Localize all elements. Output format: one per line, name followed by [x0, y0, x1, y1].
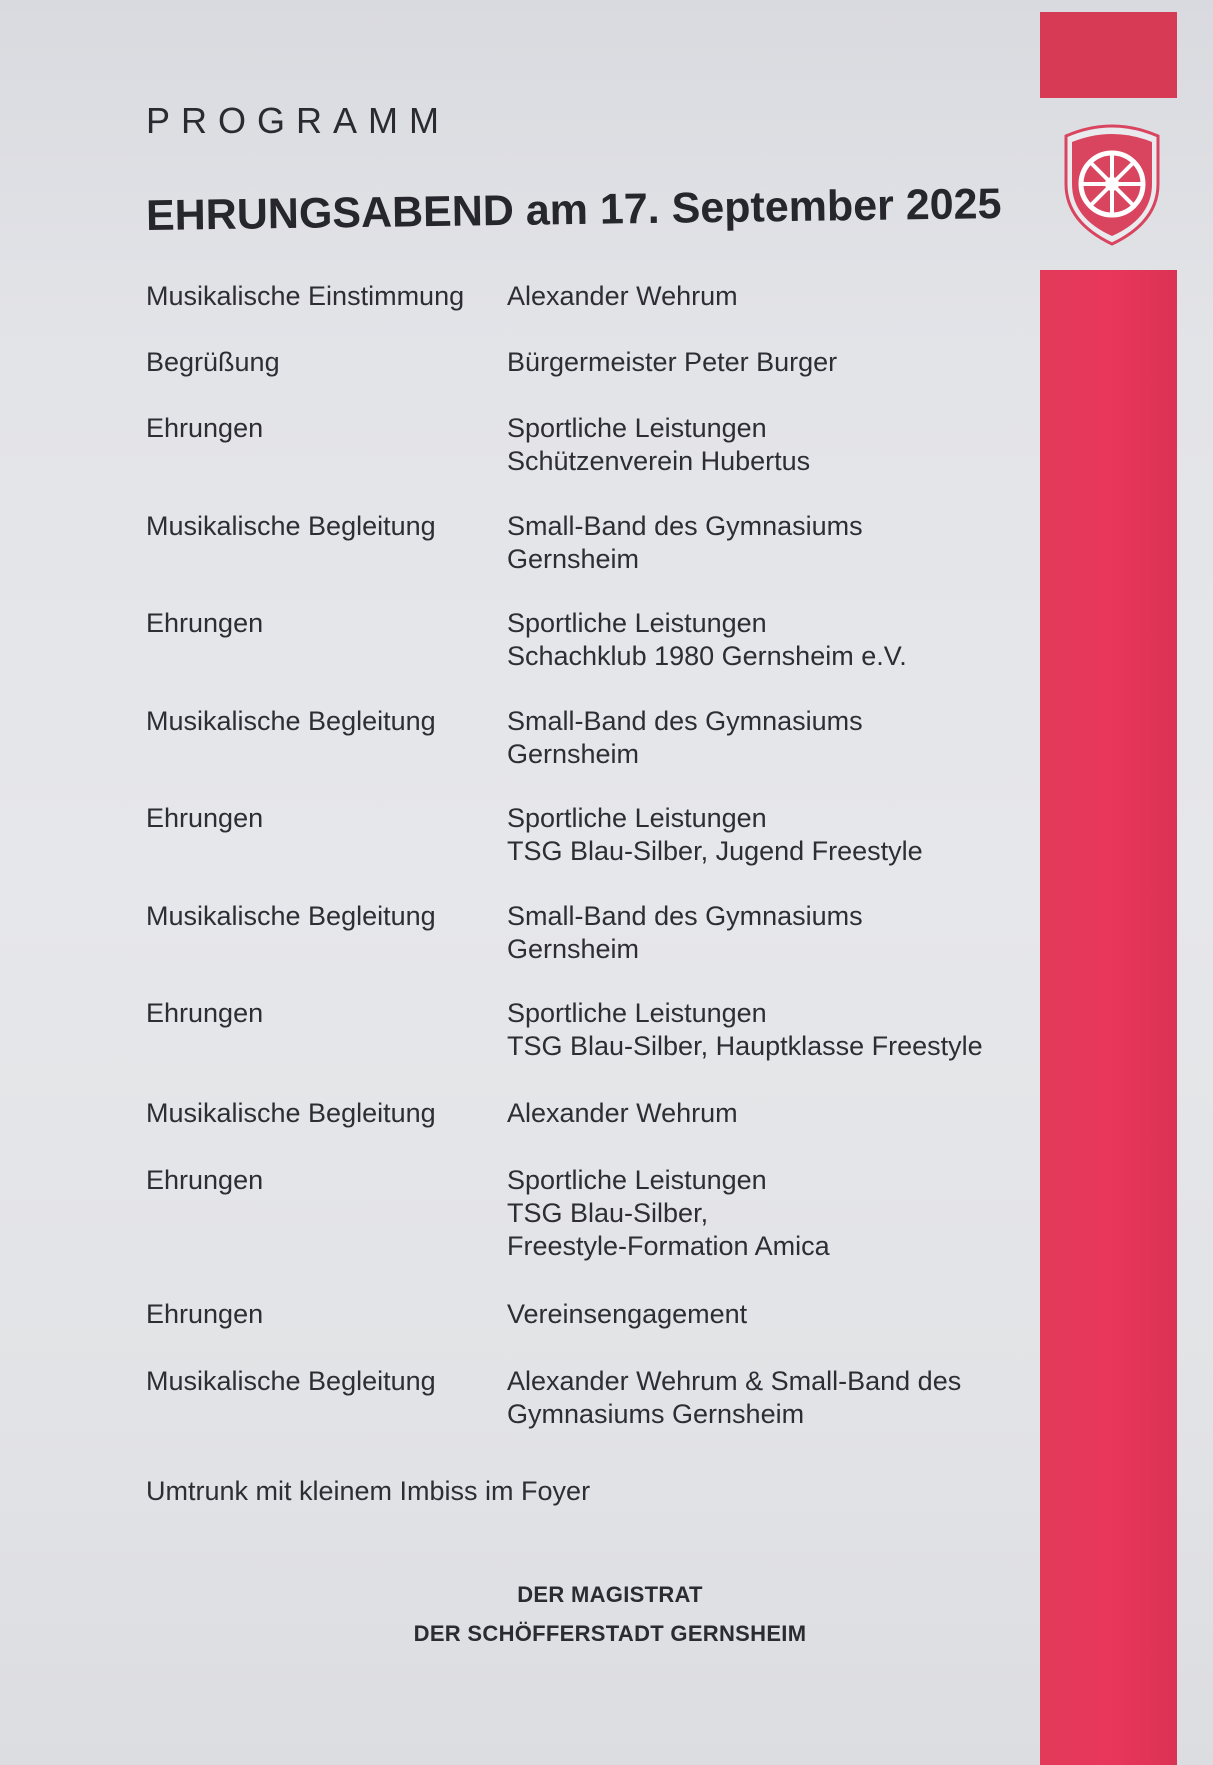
program-item-label: Musikalische Begleitung [146, 901, 436, 931]
program-item-label: Musikalische Begleitung [146, 511, 436, 541]
program-item-line: Bürgermeister Peter Burger [507, 347, 838, 377]
program-item-line: Gernsheim [507, 544, 640, 574]
program-item-label: Begrüßung [146, 347, 280, 377]
program-item-detail [507, 997, 1037, 1063]
page-title: EHRUNGSABEND am 17. September 2025 [145, 180, 1002, 240]
program-item-line: Gymnasiums Gernsheim [507, 1399, 805, 1429]
program-item-label: Ehrungen [146, 608, 264, 638]
program-item-line: Small-Band des Gymnasiums [507, 706, 863, 736]
closing-note: Umtrunk mit kleinem Imbiss im Foyer [146, 1476, 591, 1506]
program-item-line: Sportliche Leistungen [507, 413, 767, 443]
program-item-line: Freestyle-Formation Amica [507, 1231, 830, 1261]
program-item-line: Sportliche Leistungen [507, 1165, 767, 1195]
program-item-line: Alexander Wehrum [507, 1098, 738, 1128]
program-item-line: TSG Blau-Silber, Jugend Freestyle [507, 836, 923, 866]
program-item-detail [507, 900, 1037, 966]
program-item-line: Sportliche Leistungen [507, 803, 767, 833]
red-corner-block [1040, 12, 1177, 98]
program-item-detail [507, 1365, 1037, 1431]
program-item-detail [507, 346, 1037, 379]
program-item-line: Small-Band des Gymnasiums [507, 511, 863, 541]
program-item-detail [507, 280, 1037, 313]
signature-line-2: DER SCHÖFFERSTADT GERNSHEIM [413, 1621, 807, 1646]
program-item-line: Alexander Wehrum & Small-Band des [507, 1366, 962, 1396]
program-item-label: Musikalische Begleitung [146, 1098, 436, 1128]
signature-line-1: DER MAGISTRAT [517, 1582, 703, 1607]
red-side-stripe [1040, 270, 1177, 1765]
program-item-label: Ehrungen [146, 998, 264, 1028]
program-item-line: TSG Blau-Silber, Hauptklasse Freestyle [507, 1031, 983, 1061]
program-item-detail [507, 1097, 1037, 1130]
program-item-label: Musikalische Begleitung [146, 706, 436, 736]
program-item-detail [507, 1164, 1037, 1263]
city-coat-of-arms-wheel-icon [1058, 122, 1166, 246]
program-item-line: TSG Blau-Silber, [507, 1198, 709, 1228]
program-item-label: Musikalische Einstimmung [146, 281, 465, 311]
program-item-line: Gernsheim [507, 739, 640, 769]
program-item-detail [507, 1298, 1037, 1331]
program-item-detail [507, 412, 1037, 478]
program-item-label: Ehrungen [146, 1299, 264, 1329]
program-item-detail [507, 802, 1037, 868]
program-item-line: Schützenverein Hubertus [507, 446, 811, 476]
program-item-line: Sportliche Leistungen [507, 998, 767, 1028]
program-item-line: Schachklub 1980 Gernsheim e.V. [507, 641, 907, 671]
program-item-detail [507, 607, 1037, 673]
program-kicker: PROGRAMM [146, 100, 450, 141]
program-item-label: Ehrungen [146, 413, 264, 443]
program-item-line: Sportliche Leistungen [507, 608, 767, 638]
program-item-detail [507, 510, 1037, 576]
program-item-label: Musikalische Begleitung [146, 1366, 436, 1396]
program-item-line: Gernsheim [507, 934, 640, 964]
program-item-label: Ehrungen [146, 1165, 264, 1195]
program-item-label: Ehrungen [146, 803, 264, 833]
program-item-detail [507, 705, 1037, 771]
program-item-line: Vereinsengagement [507, 1299, 748, 1329]
program-item-line: Alexander Wehrum [507, 281, 738, 311]
program-item-line: Small-Band des Gymnasiums [507, 901, 863, 931]
